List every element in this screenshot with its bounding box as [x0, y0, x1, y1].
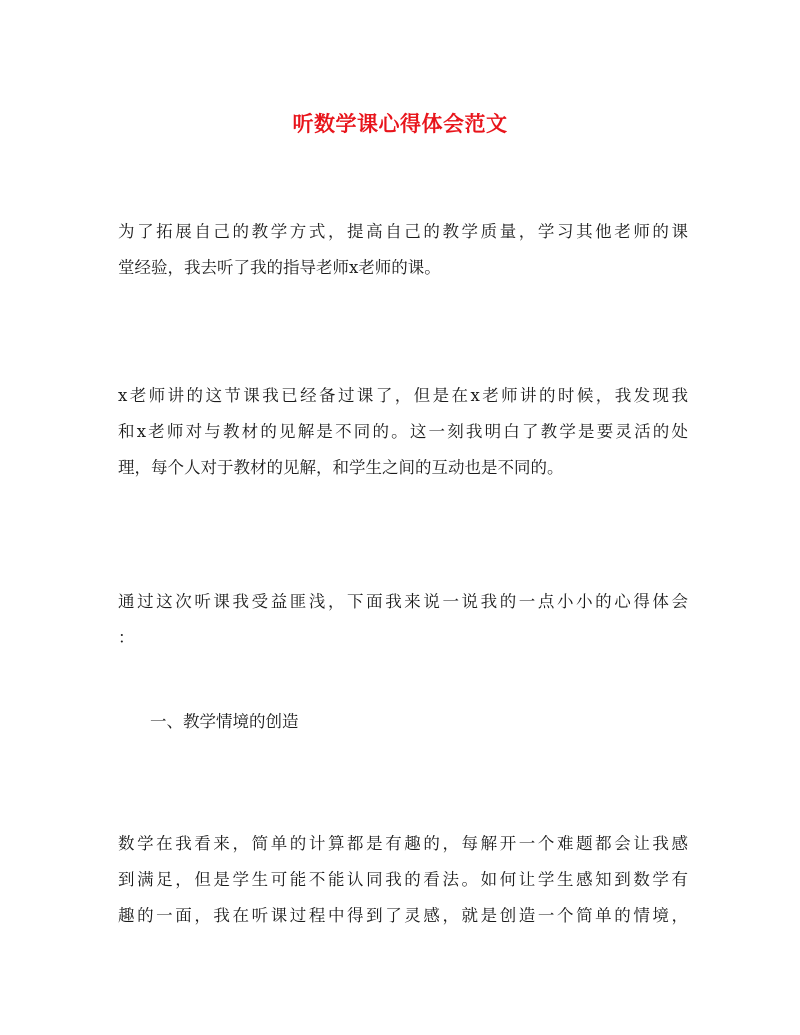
- paragraph-intro: [118, 214, 688, 286]
- paragraph-line: 堂经验，我去听了我的指导老师x老师的课。: [118, 258, 441, 277]
- paragraph-line: ：: [118, 628, 135, 647]
- paragraph-line: 趣的一面，我在听课过程中得到了灵感，就是创造一个简单的情境，: [118, 906, 688, 925]
- paragraph-line: x老师讲的这节课我已经备过课了，但是在x老师讲的时候，我发现我: [118, 386, 688, 405]
- paragraph-section-body: [118, 826, 688, 934]
- paragraph-line: 理，每个人对于教材的见解，和学生之间的互动也是不同的。: [118, 458, 564, 477]
- paragraph-observation: [118, 378, 688, 486]
- paragraph-transition: [118, 584, 688, 656]
- document-title: 听数学课心得体会范文: [292, 111, 508, 136]
- paragraph-line: 到满足，但是学生可能不能认同我的看法。如何让学生感知到数学有: [118, 870, 688, 889]
- section-heading: 一、教学情境的创造: [150, 712, 299, 731]
- paragraph-line: 为了拓展自己的教学方式，提高自己的教学质量，学习其他老师的课: [118, 222, 688, 241]
- paragraph-line: 通过这次听课我受益匪浅，下面我来说一说我的一点小小的心得体会: [118, 592, 688, 611]
- paragraph-line: 和x老师对与教材的见解是不同的。这一刻我明白了教学是要灵活的处: [118, 422, 688, 441]
- paragraph-line: 数学在我看来，简单的计算都是有趣的，每解开一个难题都会让我感: [118, 834, 688, 853]
